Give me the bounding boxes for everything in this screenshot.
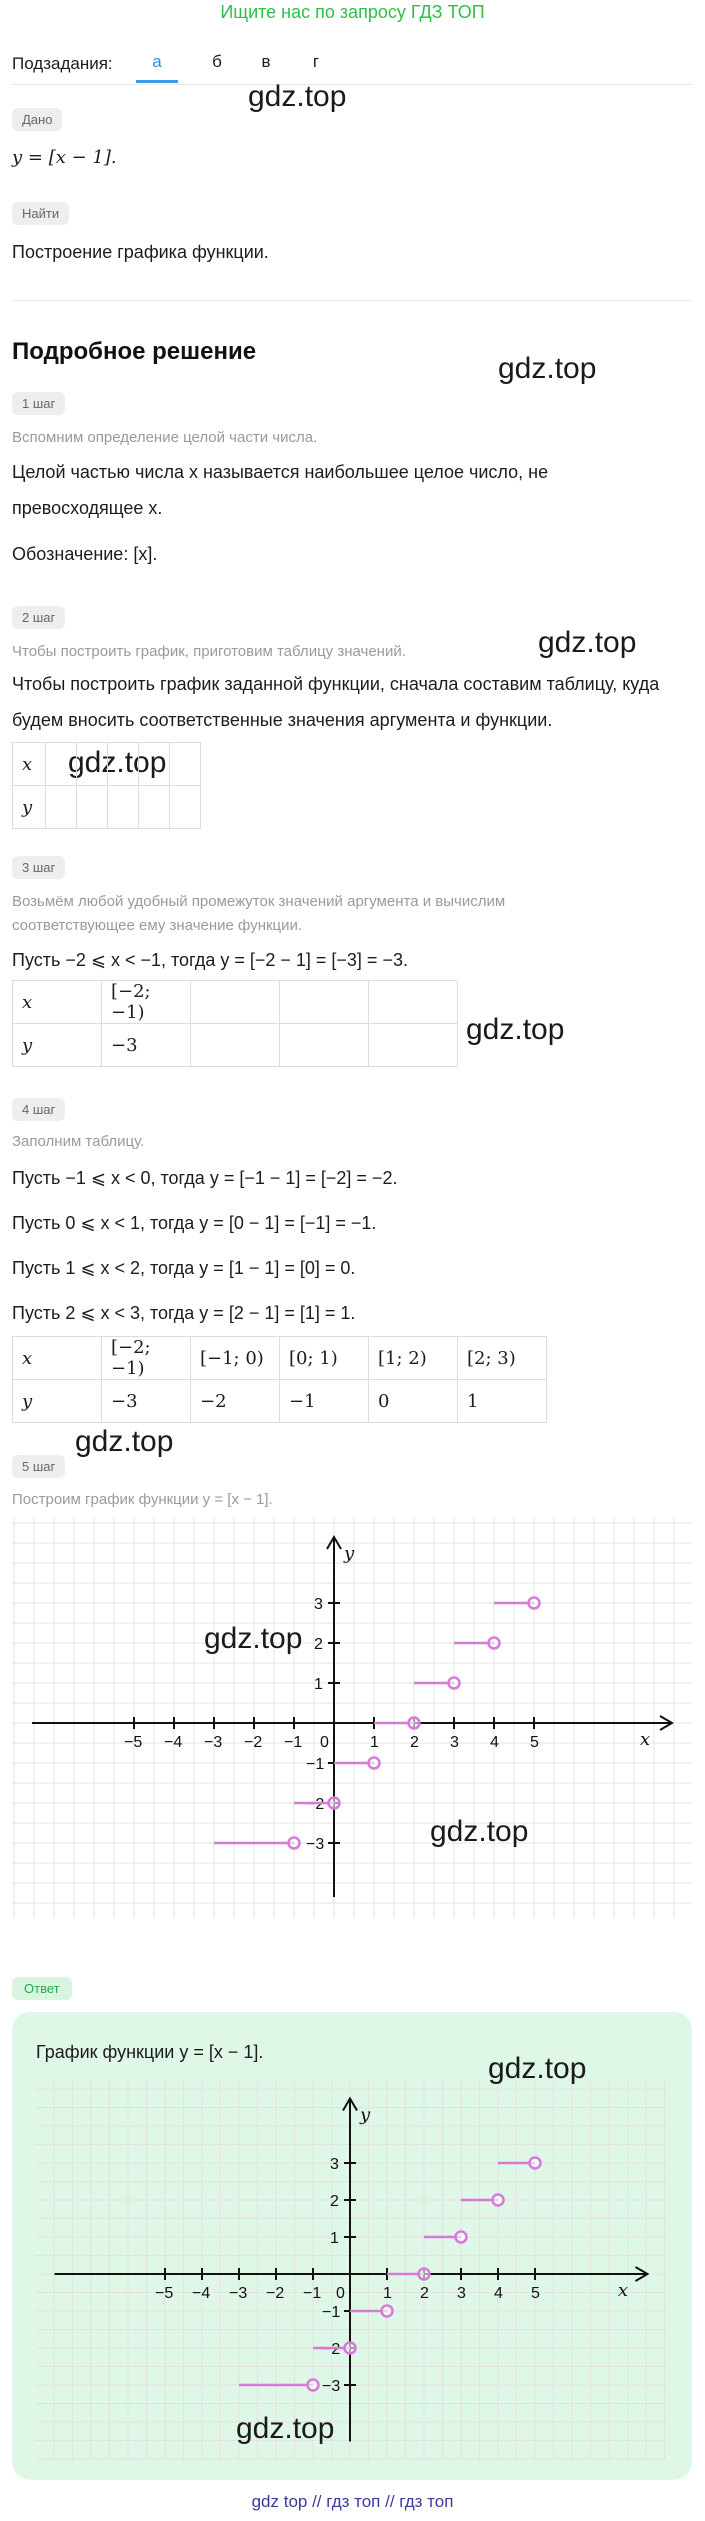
step2-line1: Чтобы построить график заданной функции, сначала составим таблицу, куда xyxy=(12,674,660,694)
table-row xyxy=(13,981,458,1024)
find-text: Построение графика функции. xyxy=(12,242,269,262)
y-tick-label: 2 xyxy=(314,1636,323,1653)
table-cell: −3 xyxy=(102,1024,191,1067)
step4-line: Пусть −1 ⩽ x < 0, тогда y = [−1 − 1] = [−2] = −2. xyxy=(12,1168,398,1188)
x-tick-label: −3 xyxy=(229,2285,248,2302)
table-cell: [0; 1) xyxy=(280,1337,369,1380)
table-cell: −1 xyxy=(280,1380,369,1423)
watermark: gdz.top xyxy=(68,746,167,779)
y-tick-label: 2 xyxy=(330,2193,339,2210)
x-axis-label: x xyxy=(617,2280,629,2301)
footer-links[interactable]: gdz top // гдз топ // гдз топ xyxy=(251,2492,454,2511)
open-point xyxy=(529,1598,540,1609)
table-cell xyxy=(139,786,170,829)
table-cell: x xyxy=(13,743,46,786)
x-tick-label: −2 xyxy=(266,2285,285,2302)
watermark: gdz.top xyxy=(248,80,347,113)
step2-table xyxy=(12,742,201,829)
step4-line: Пусть 0 ⩽ x < 1, тогда y = [0 − 1] = [−1] = −1. xyxy=(12,1213,377,1233)
step3-hint1: Возьмём любой удобный промежуток значений аргумента и вычислим xyxy=(12,893,506,910)
table-cell: −2 xyxy=(191,1380,280,1423)
table-cell: [2; 3) xyxy=(458,1337,547,1380)
table-cell xyxy=(46,786,77,829)
y-tick-label: 3 xyxy=(330,2156,339,2173)
step5-hint: Построим график функции y = [x − 1]. xyxy=(12,1491,273,1508)
step4-chip: 4 шаг xyxy=(12,1098,65,1121)
step1-line2: превосходящее x. xyxy=(12,498,163,518)
x-tick-label: 4 xyxy=(490,1734,499,1751)
table-cell: x xyxy=(13,981,102,1024)
function-graph-answer xyxy=(36,2080,666,2460)
step1-notation: Обозначение: [x]. xyxy=(12,544,158,564)
search-banner[interactable]: Ищите нас по запросу ГДЗ ТОП xyxy=(220,2,485,22)
table-cell xyxy=(46,743,77,786)
table-row xyxy=(13,1024,458,1067)
step2-line2: будем вносить соответственные значения аргумента и функции. xyxy=(12,710,553,730)
open-point xyxy=(489,1638,500,1649)
open-point xyxy=(329,1798,340,1809)
tab-v[interactable]: в xyxy=(261,52,271,71)
table-cell xyxy=(280,981,369,1024)
x-tick-label: 5 xyxy=(531,2285,540,2302)
table-cell: 1 xyxy=(458,1380,547,1423)
watermark: gdz.top xyxy=(466,1013,565,1046)
step3-hint2: соответствующее ему значение функции. xyxy=(12,917,303,934)
table-row xyxy=(13,1380,547,1423)
step2-chip: 2 шаг xyxy=(12,606,65,629)
table-cell: [1; 2) xyxy=(369,1337,458,1380)
step5-chip: 5 шаг xyxy=(12,1455,65,1478)
step2-hint: Чтобы построить график, приготовим таблицу значений. xyxy=(12,643,406,660)
open-point xyxy=(409,1718,420,1729)
y-tick-label: −3 xyxy=(306,1836,325,1853)
x-tick-label: −1 xyxy=(284,1734,303,1751)
x-tick-label: 2 xyxy=(420,2285,429,2302)
open-point xyxy=(493,2195,504,2206)
table-cell xyxy=(108,786,139,829)
table-cell: y xyxy=(13,1380,102,1423)
step1-hint: Вспомним определение целой части числа. xyxy=(12,429,318,446)
x-tick-label: 3 xyxy=(457,2285,466,2302)
solution-title: Подробное решение xyxy=(12,338,257,365)
x-tick-label: 3 xyxy=(450,1734,459,1751)
subtasks-label: Подзадания: xyxy=(12,54,113,73)
table-cell xyxy=(369,1024,458,1067)
table-cell xyxy=(77,786,108,829)
watermark: gdz.top xyxy=(204,1622,303,1655)
table-cell: y xyxy=(13,1024,102,1067)
step4-line: Пусть 1 ⩽ x < 2, тогда y = [1 − 1] = [0] = 0. xyxy=(12,1258,356,1278)
y-tick-label: −2 xyxy=(322,2341,341,2358)
x-tick-label: −4 xyxy=(192,2285,211,2302)
x-tick-label: 0 xyxy=(336,2285,345,2302)
step4-hint: Заполним таблицу. xyxy=(12,1133,145,1150)
step1-line1: Целой частью числа x называется наибольшее целое число, не xyxy=(12,462,549,482)
table-cell: y xyxy=(13,786,46,829)
step3-table xyxy=(12,980,458,1067)
find-chip: Найти xyxy=(12,202,69,225)
table-cell xyxy=(170,743,201,786)
y-tick-label: 3 xyxy=(314,1596,323,1613)
x-tick-label: 1 xyxy=(370,1734,379,1751)
table-cell: −3 xyxy=(102,1380,191,1423)
table-cell: [−2; −1) xyxy=(102,981,191,1024)
y-tick-label: 1 xyxy=(330,2230,339,2247)
x-tick-label: −1 xyxy=(303,2285,322,2302)
open-point xyxy=(289,1838,300,1849)
x-tick-label: 4 xyxy=(494,2285,503,2302)
function-graph xyxy=(12,1517,692,1917)
watermark: gdz.top xyxy=(430,1815,529,1848)
divider xyxy=(12,300,692,301)
x-tick-label: 2 xyxy=(410,1734,419,1751)
step4-line: Пусть 2 ⩽ x < 3, тогда y = [2 − 1] = [1] = 1. xyxy=(12,1303,356,1323)
table-cell xyxy=(139,743,170,786)
x-tick-label: 0 xyxy=(320,1734,329,1751)
y-tick-label: 1 xyxy=(314,1676,323,1693)
y-axis-label: y xyxy=(344,1543,355,1564)
table-row xyxy=(13,743,201,786)
watermark: gdz.top xyxy=(75,1425,174,1458)
subtasks-bar xyxy=(12,40,692,85)
y-axis-label: y xyxy=(360,2104,371,2126)
answer-chip: Ответ xyxy=(12,1977,72,2000)
table-row xyxy=(13,1337,547,1380)
watermark: gdz.top xyxy=(236,2412,335,2445)
table-cell xyxy=(369,981,458,1024)
table-cell xyxy=(108,743,139,786)
open-point xyxy=(308,2380,319,2391)
y-tick-label: −1 xyxy=(322,2304,341,2321)
table-cell: [−1; 0) xyxy=(191,1337,280,1380)
table-cell: [−2; −1) xyxy=(102,1337,191,1380)
given-formula: y = [x − 1]. xyxy=(12,147,117,168)
step3-line: Пусть −2 ⩽ x < −1, тогда y = [−2 − 1] = [−3] = −3. xyxy=(12,950,408,970)
open-point xyxy=(345,2343,356,2354)
tab-a[interactable]: а xyxy=(152,52,162,71)
watermark: gdz.top xyxy=(488,2052,587,2085)
answer-text: График функции y = [x − 1]. xyxy=(36,2042,264,2062)
x-tick-label: 1 xyxy=(383,2285,392,2302)
y-tick-label: −1 xyxy=(306,1756,325,1773)
y-tick-label: −3 xyxy=(322,2378,341,2395)
tab-g[interactable]: г xyxy=(312,52,320,71)
x-tick-label: −4 xyxy=(164,1734,183,1751)
x-tick-label: 5 xyxy=(530,1734,539,1751)
step4-table xyxy=(12,1336,547,1423)
step3-chip: 3 шаг xyxy=(12,856,65,879)
watermark: gdz.top xyxy=(498,352,597,385)
open-point xyxy=(456,2232,467,2243)
watermark: gdz.top xyxy=(538,626,637,659)
table-cell xyxy=(170,786,201,829)
open-point xyxy=(449,1678,460,1689)
table-cell xyxy=(77,743,108,786)
table-cell xyxy=(191,1024,280,1067)
step1-chip: 1 шаг xyxy=(12,392,65,415)
open-point xyxy=(530,2158,541,2169)
x-axis-label: x xyxy=(640,1729,651,1750)
table-cell xyxy=(280,1024,369,1067)
open-point xyxy=(369,1758,380,1769)
open-point xyxy=(419,2269,430,2280)
x-tick-label: −5 xyxy=(124,1734,143,1751)
x-tick-label: −2 xyxy=(244,1734,263,1751)
given-chip: Дано xyxy=(12,108,62,131)
x-tick-label: −5 xyxy=(155,2285,174,2302)
table-cell xyxy=(191,981,280,1024)
open-point xyxy=(382,2306,393,2317)
table-cell: 0 xyxy=(369,1380,458,1423)
table-cell: x xyxy=(13,1337,102,1380)
x-tick-label: −3 xyxy=(204,1734,223,1751)
active-tab-indicator xyxy=(136,80,178,83)
tab-b[interactable]: б xyxy=(212,52,222,71)
y-tick-label: −2 xyxy=(306,1796,325,1813)
table-row xyxy=(13,786,201,829)
